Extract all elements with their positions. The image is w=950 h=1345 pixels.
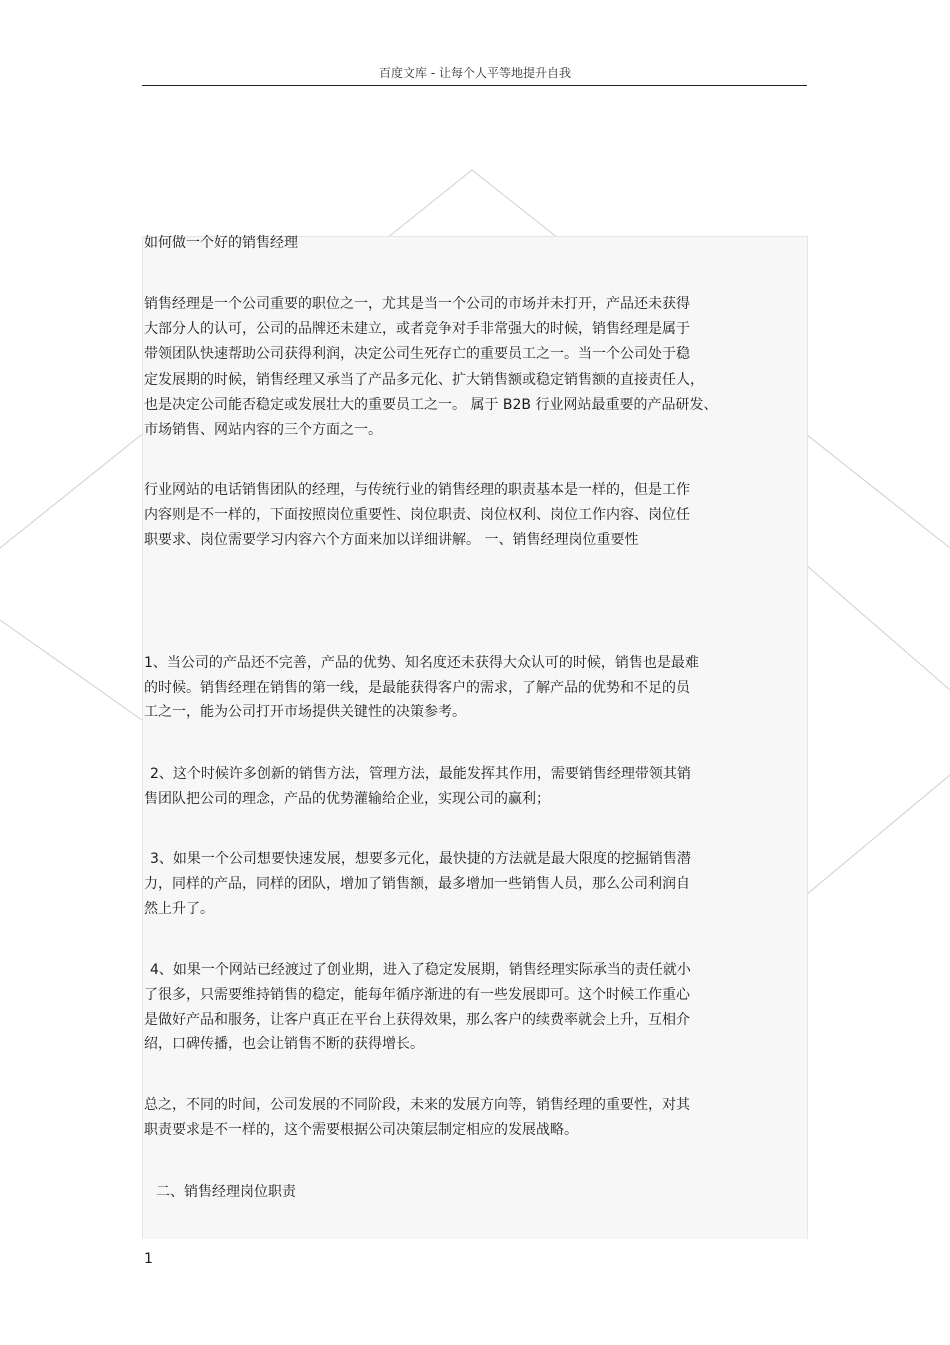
document-title: 如何做一个好的销售经理 (144, 235, 298, 251)
page-number: 1 (144, 1251, 153, 1267)
point-1-line: 1、当公司的产品还不完善，产品的优势、知名度还未获得大众认可的时候，销售也是最难 (144, 655, 699, 671)
intro-line: 市场销售、网站内容的三个方面之一。 (144, 422, 382, 438)
intro-line: 大部分人的认可，公司的品牌还未建立，或者竞争对手非常强大的时候，销售经理是属于 (144, 321, 690, 337)
point-4-line: 是做好产品和服务，让客户真正在平台上获得效果，那么客户的续费率就会上升，互相介 (144, 1012, 690, 1028)
point-4-line: 绍，口碑传播，也会让销售不断的获得增长。 (144, 1036, 424, 1052)
intro-line: 带领团队快速帮助公司获得利润，决定公司生死存亡的重要员工之一。当一个公司处于稳 (144, 346, 690, 362)
point-1-line: 的时候。销售经理在销售的第一线，是最能获得客户的需求，了解产品的优势和不足的员 (144, 680, 690, 696)
point-3-line: 然上升了。 (144, 901, 214, 917)
summary-line: 职责要求是不一样的，这个需要根据公司决策层制定相应的发展战略。 (144, 1122, 578, 1138)
overview-line: 职要求、岗位需要学习内容六个方面来加以详细讲解。 一、销售经理岗位重要性 (144, 532, 639, 548)
point-4-line: 4、如果一个网站已经渡过了创业期，进入了稳定发展期，销售经理实际承当的责任就小 (150, 962, 691, 978)
point-1-line: 工之一，能为公司打开市场提供关键性的决策参考。 (144, 704, 466, 720)
point-2-line: 售团队把公司的理念，产品的优势灌输给企业，实现公司的赢利； (144, 791, 550, 807)
intro-line: 定发展期的时候，销售经理又承当了产品多元化、扩大销售额或稳定销售额的直接责任人， (144, 372, 704, 388)
point-2-line: 2、这个时候许多创新的销售方法，管理方法，最能发挥其作用，需要销售经理带领其销 (150, 766, 691, 782)
section-2-heading: 二、销售经理岗位职责 (156, 1184, 296, 1200)
summary-line: 总之，不同的时间，公司发展的不同阶段，未来的发展方向等，销售经理的重要性，对其 (144, 1097, 690, 1113)
overview-line: 行业网站的电话销售团队的经理，与传统行业的销售经理的职责基本是一样的，但是工作 (144, 482, 690, 498)
intro-line: 销售经理是一个公司重要的职位之一，尤其是当一个公司的市场并未打开，产品还未获得 (144, 296, 690, 312)
point-3-line: 3、如果一个公司想要快速发展，想要多元化，最快捷的方法就是最大限度的挖掘销售潜 (150, 851, 691, 867)
point-3-line: 力，同样的产品，同样的团队，增加了销售额，最多增加一些销售人员，那么公司利润自 (144, 876, 690, 892)
point-4-line: 了很多，只需要维持销售的稳定，能每年循序渐进的有一些发展即可。这个时候工作重心 (144, 987, 690, 1003)
intro-line: 也是决定公司能否稳定或发展壮大的重要员工之一。 属于 B2B 行业网站最重要的产品研发、 (144, 397, 718, 413)
overview-line: 内容则是不一样的，下面按照岗位重要性、岗位职责、岗位权利、岗位工作内容、岗位任 (144, 507, 690, 523)
page-header: 百度文库 - 让每个人平等地提升自我 (379, 66, 571, 80)
